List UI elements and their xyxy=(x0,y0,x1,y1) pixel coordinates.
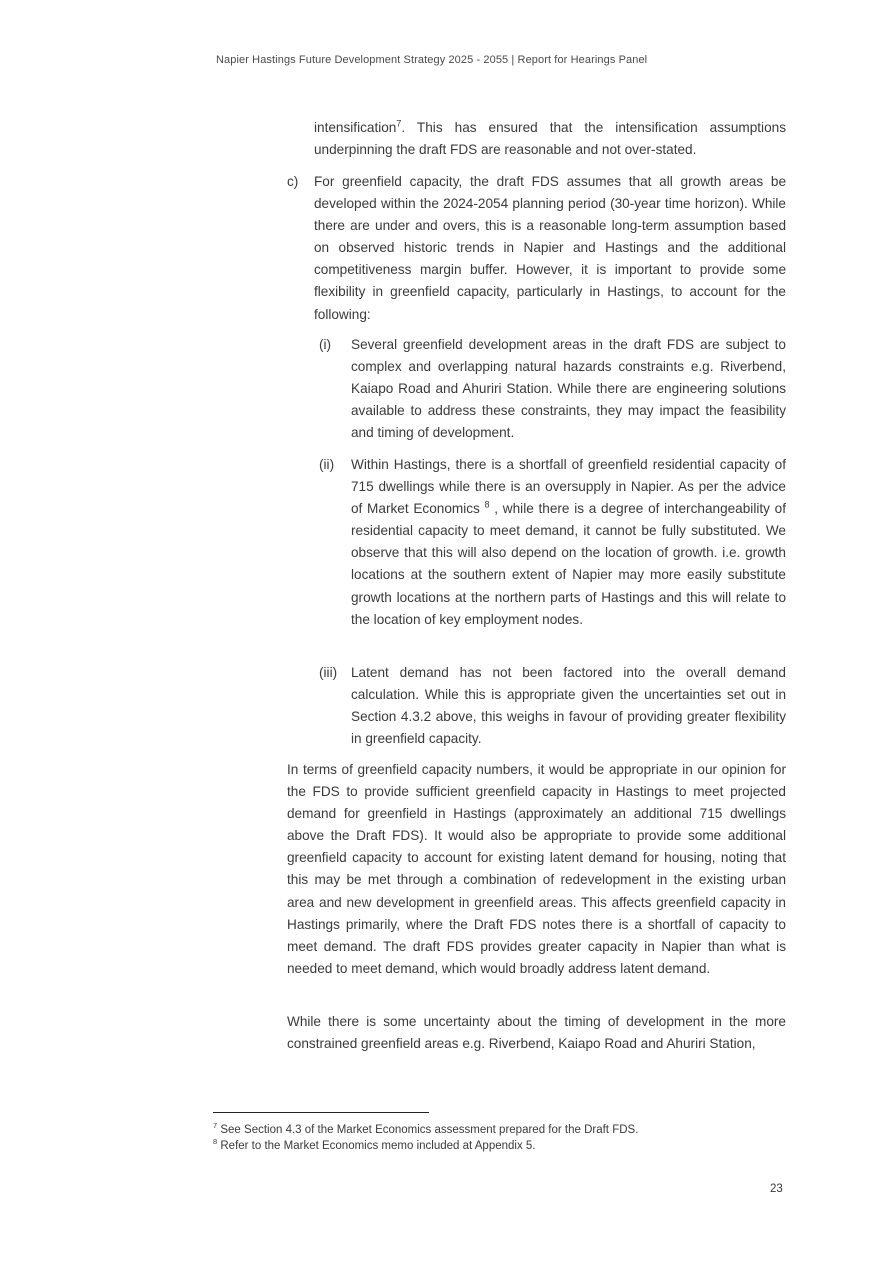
sublist-marker-ii: (ii) xyxy=(319,457,335,472)
sublist-marker-i: (i) xyxy=(319,337,332,352)
footnote-8: $^8$ Refer to the Market Economics memo included at Appendix 5. xyxy=(213,1137,536,1152)
sublist-item-ii: Within Hastings, there is a shortfall of greenfield residential capacity of 715 dwellings while there is an oversupply in Napier. As per the advice of Market Economics $^8$ , while there is a degree of interchangeability of residential capacity to meet demand, it cannot be fully substituted. We observe that this will also depend on the location of growth. i.e. growth locations at the southern extent of Napier may more easily substitute growth locations at the northern parts of Hastings and this will relate to the location of key employment nodes. xyxy=(351,457,786,627)
body-paragraph-1: In terms of greenfield capacity numbers, it would be appropriate in our opinion for the FDS to provide sufficient greenfield capacity in Hastings to meet projected demand for greenfield in Hastings (approximately an additional 715 dwellings above the Draft FDS). It would also be appropriate to provide some additional greenfield capacity to account for existing latent demand for housing, noting that this may be met through a combination of redevelopment in the existing urban area and new development in greenfield areas. This affects greenfield capacity in Hastings primarily, where the Draft FDS notes there is a shortfall of capacity to meet demand. The draft FDS provides greater capacity in Napier than what is needed to meet demand, which would broadly address latent demand. xyxy=(287,762,786,976)
footnote-ref-7[interactable]: 7 xyxy=(396,118,402,129)
continued-paragraph: intensification$^7$. This has ensured that the intensification assumptions underpinning the draft FDS are reasonable and not over-stated. xyxy=(314,118,786,158)
sublist-item-iii: Latent demand has not been factored into the overall demand calculation. While this is appropriate given the uncertainties set out in Section 4.3.2 above, this weighs in favour of providing greater flexibility in greenfield capacity. xyxy=(351,665,786,747)
running-header: Napier Hastings Future Development Strategy 2025 - 2055 | Report for Hearings Panel xyxy=(216,54,648,66)
sublist-marker-iii: (iii) xyxy=(319,665,338,680)
list-item-c: For greenfield capacity, the draft FDS assumes that all growth areas be developed within the 2024-2054 planning period (30-year time horizon). While there are under and overs, this is a reasonable long-term assumption based on observed historic trends in Napier and Hastings and the additional competitiveness margin buffer. However, it is important to provide some flexibility in greenfield capacity, particularly in Hastings, to account for the following: xyxy=(314,174,786,322)
footnote-7: $^7$ See Section 4.3 of the Market Economics assessment prepared for the Draft FDS. xyxy=(213,1121,639,1136)
footnote-separator xyxy=(213,1112,429,1113)
body-paragraph-2: While there is some uncertainty about the timing of development in the more constrained greenfield areas e.g. Riverbend, Kaiapo Road and Ahuriri Station, xyxy=(287,1014,786,1052)
footnote-ref-8[interactable]: 8 xyxy=(484,499,490,510)
list-marker-c: c) xyxy=(287,174,299,189)
sublist-item-i: Several greenfield development areas in the draft FDS are subject to complex and overlapping natural hazards constraints e.g. Riverbend, Kaiapo Road and Ahuriri Station. While there are engineering solutions available to address these constraints, they may impact the feasibility and timing of development. xyxy=(351,337,786,441)
page-number: 23 xyxy=(770,1183,783,1195)
